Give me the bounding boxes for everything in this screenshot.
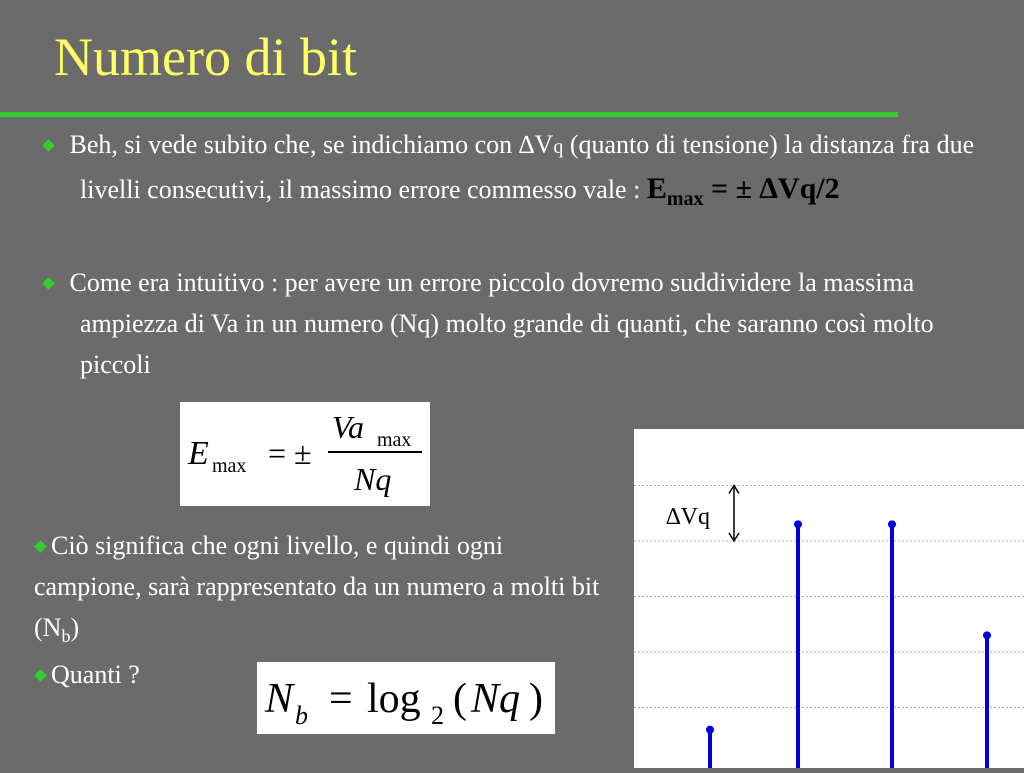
formula2-log-sub: 2 — [431, 701, 444, 730]
formula2-eq: = — [329, 676, 353, 722]
bullet-text-cont: (quanto di tensione) la distanza fra due livelli consecutivi, il massimo errore commesso vale : — [80, 130, 975, 204]
bullet-text: Ciò significa che ogni livello, e quindi ogni campione, sarà rappresentato da un numero a molti bit (N — [34, 531, 600, 642]
bullet-text: Come era intuitivo : per avere un errore piccolo dovremo suddividere la massima ampiezza di Va in un numero (Nq) molto grande di quanti, che saranno così molto piccoli — [63, 268, 934, 379]
formula-e: E — [188, 435, 209, 472]
delta-subscript: q — [553, 136, 564, 158]
formula-numerator: Va — [332, 409, 364, 445]
bullet-close: ) — [70, 613, 80, 642]
sample-point — [706, 726, 714, 734]
diamond-bullet-icon — [34, 669, 47, 682]
diamond-bullet-icon — [42, 139, 55, 152]
formula-e-sub: max — [212, 455, 247, 477]
nb-subscript: b — [61, 626, 71, 647]
emax-highlight: $E_{max}$ = ± ∆Vq/2 — [646, 172, 840, 210]
formula2-n: N — [265, 676, 294, 722]
sample-point — [983, 631, 991, 639]
formula-op: = ± — [268, 435, 312, 471]
formula2-n-sub: b — [295, 701, 308, 730]
formula2-log: log — [367, 676, 421, 722]
formula2-close: ) — [529, 676, 543, 722]
formula-nb — [257, 662, 555, 734]
slide-title: Numero di bit — [54, 27, 357, 87]
formula2-arg: Nq — [471, 676, 521, 722]
bullet-quantization-step — [40, 124, 990, 220]
formula2-open: ( — [453, 676, 467, 722]
formula-numerator-sub: max — [377, 429, 412, 451]
sample-point — [794, 520, 802, 528]
delta-vq-label: ∆Vq — [666, 504, 711, 530]
diamond-bullet-icon — [42, 277, 55, 290]
bullet-text: Beh, si vede subito che, se indichiamo con — [69, 130, 519, 159]
formula-emax — [180, 402, 430, 506]
quantization-stem-chart — [634, 429, 1024, 768]
title-divider — [0, 112, 898, 117]
delta-symbol: ∆V — [518, 130, 554, 159]
stem-chart-svg — [634, 429, 1024, 768]
sample-point — [888, 520, 896, 528]
bullet-intuitive — [40, 262, 990, 385]
formula-denominator: Nq — [354, 461, 392, 497]
bullet-how-many — [34, 654, 140, 695]
bullet-text: Quanti ? — [51, 660, 140, 689]
diamond-bullet-icon — [34, 540, 47, 553]
bullet-many-bits — [34, 525, 614, 657]
